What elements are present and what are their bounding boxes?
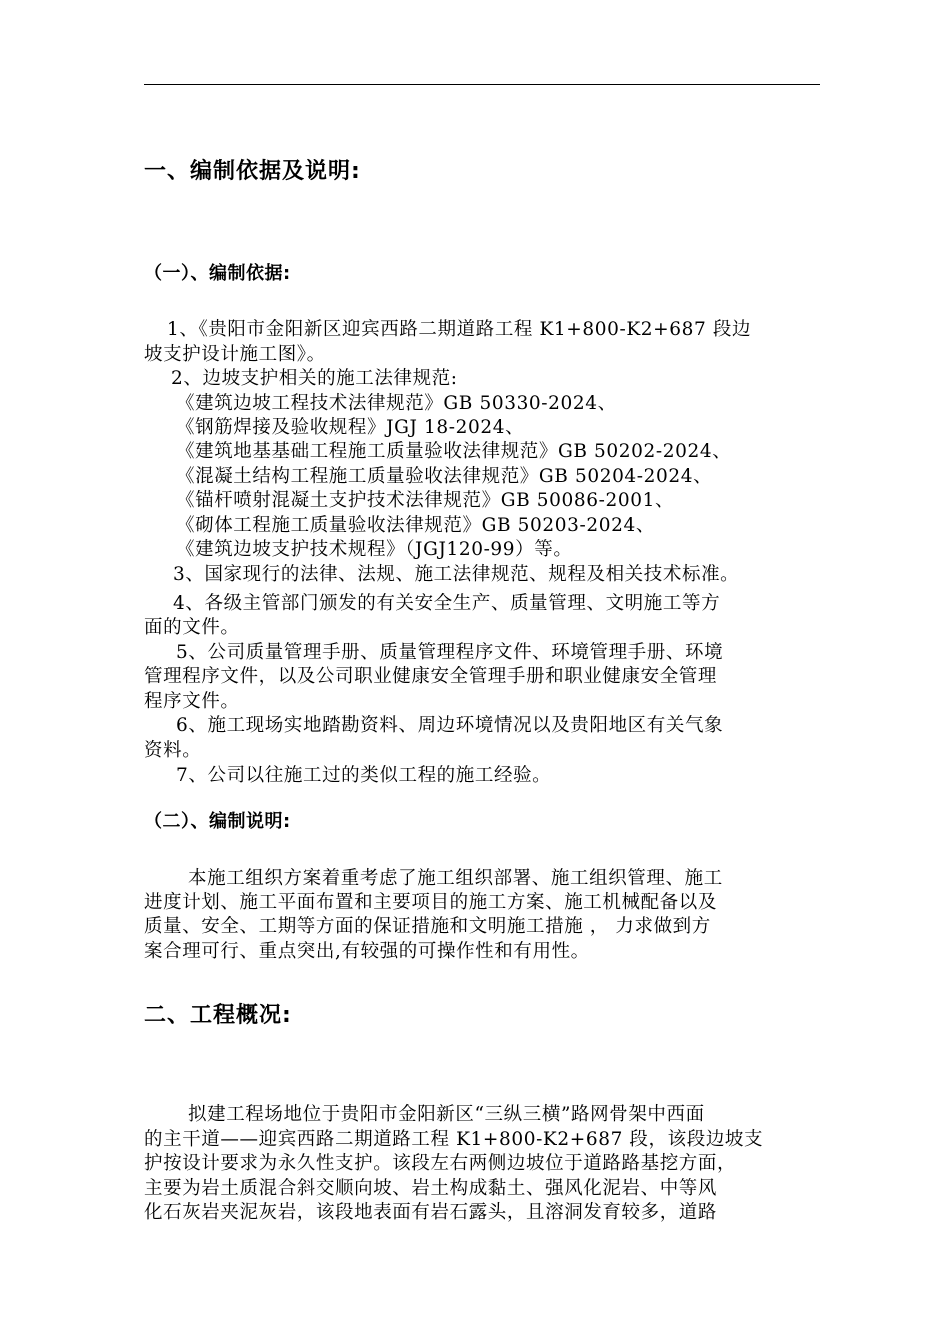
basis-item-3: 3、国家现行的法律、法规、施工法律规范、规程及相关技术标准。 bbox=[173, 564, 740, 585]
overview-paragraph-line: 的主干道——迎宾西路二期道路工程 K1+800-K2+687 段，该段边坡支 bbox=[144, 1129, 764, 1150]
overview-paragraph-line: 主要为岩土质混合斜交顺向坡、岩土构成黏土、强风化泥岩、中等风 bbox=[144, 1178, 718, 1199]
basis-item-4: 4、各级主管部门颁发的有关安全生产、质量管理、文明施工等方 bbox=[173, 593, 721, 614]
standard-item: 《建筑边坡工程技术法律规范》GB 50330-2024、 bbox=[176, 393, 617, 414]
subsection-2-heading: （二）、编制说明: bbox=[144, 811, 291, 832]
standard-item: 《砌体工程施工质量验收法律规范》GB 50203-2024、 bbox=[176, 515, 655, 536]
basis-item-1-cont: 坡支护设计施工图》。 bbox=[144, 344, 326, 365]
basis-item-2: 2、边坡支护相关的施工法律规范: bbox=[171, 368, 458, 389]
basis-item-4-cont: 面的文件。 bbox=[144, 617, 240, 638]
explanation-paragraph-line: 本施工组织方案着重考虑了施工组织部署、施工组织管理、施工 bbox=[188, 868, 723, 889]
standard-item: 《混凝土结构工程施工质量验收法律规范》GB 50204-2024、 bbox=[176, 466, 713, 487]
explanation-paragraph-line: 案合理可行、重点突出,有较强的可操作性和有用性。 bbox=[144, 941, 590, 962]
standard-item: 《锚杆喷射混凝土支护技术法律规范》GB 50086-2001、 bbox=[176, 490, 675, 511]
standard-item: 《钢筋焊接及验收规程》JGJ 18-2024、 bbox=[176, 417, 525, 438]
overview-paragraph-line: 拟建工程场地位于贵阳市金阳新区“三纵三横”路网骨架中西面 bbox=[188, 1104, 705, 1125]
section-2-heading: 二、工程概况: bbox=[144, 1003, 292, 1028]
basis-item-5: 5、公司质量管理手册、质量管理程序文件、环境管理手册、环境 bbox=[176, 642, 724, 663]
overview-paragraph-line: 化石灰岩夹泥灰岩，该段地表面有岩石露头，且溶洞发育较多，道路 bbox=[144, 1202, 718, 1223]
basis-item-6: 6、施工现场实地踏勘资料、周边环境情况以及贵阳地区有关气象 bbox=[176, 715, 724, 736]
explanation-paragraph-line: 质量、安全、工期等方面的保证措施和文明施工措施 ， 力求做到方 bbox=[144, 916, 711, 937]
explanation-paragraph-line: 进度计划、施工平面布置和主要项目的施工方案、施工机械配备以及 bbox=[144, 892, 718, 913]
section-1-heading: 一、编制依据及说明: bbox=[144, 159, 361, 184]
basis-item-5-cont: 管理程序文件，以及公司职业健康安全管理手册和职业健康安全管理 bbox=[144, 666, 718, 687]
basis-item-6-cont: 资料。 bbox=[144, 740, 202, 761]
basis-item-5-cont: 程序文件。 bbox=[144, 691, 240, 712]
basis-item-1: 1、《贵阳市金阳新区迎宾西路二期道路工程 K1+800-K2+687 段边 bbox=[167, 319, 752, 340]
standard-item: 《建筑地基基础工程施工质量验收法律规范》GB 50202-2024、 bbox=[176, 441, 732, 462]
standard-item: 《建筑边坡支护技术规程》（JGJ120-99）等。 bbox=[176, 539, 573, 560]
header-rule bbox=[144, 84, 820, 85]
basis-item-7: 7、公司以往施工过的类似工程的施工经验。 bbox=[176, 765, 552, 786]
overview-paragraph-line: 护按设计要求为永久性支护。该段左右两侧边坡位于道路路基挖方面， bbox=[144, 1153, 737, 1174]
subsection-1-heading: （一）、编制依据: bbox=[144, 263, 291, 284]
